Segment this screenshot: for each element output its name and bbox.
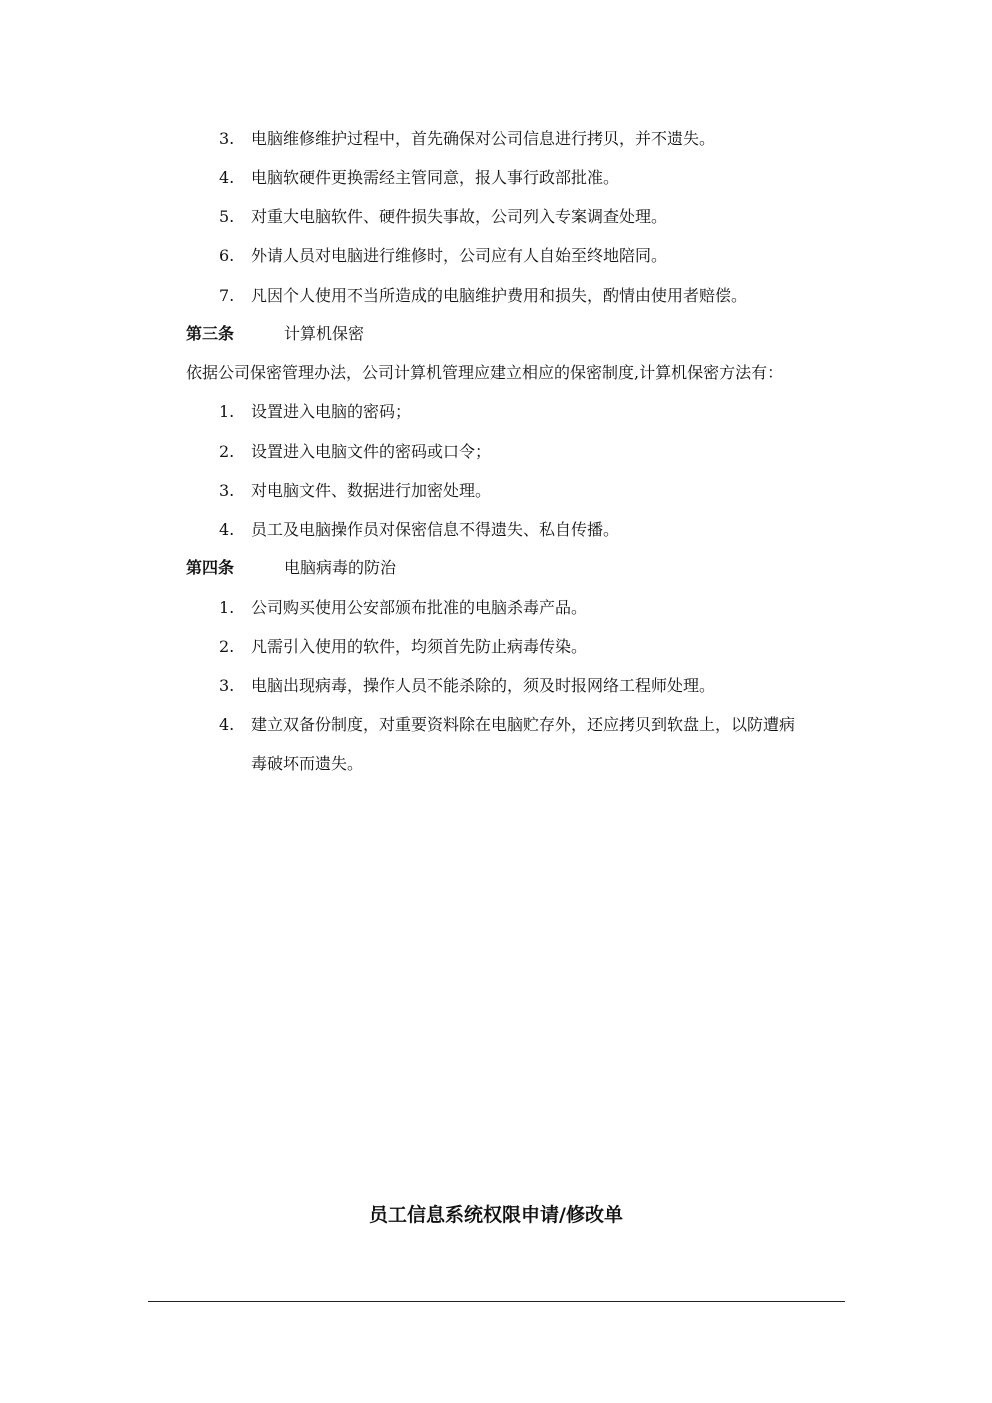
list-number: 2. [219,637,235,656]
list-text: 毒破坏而遗失。 [251,754,364,773]
list-text: 外请人员对电脑进行维修时，公司应有人自始至终地陪同。 [251,246,668,265]
list-number: 3. [219,129,235,148]
list-text: 凡需引入使用的软件，均须首先防止病毒传染。 [251,637,588,656]
article-title: 电脑病毒的防治 [284,558,397,577]
paragraph-text: 依据公司保密管理办法，公司计算机管理应建立相应的保密制度,计算机保密方法有： [186,363,784,382]
article-title: 计算机保密 [284,324,365,343]
article-label: 第四条 [186,558,235,577]
list-text: 对电脑文件、数据进行加密处理。 [251,481,492,500]
form-title: 员工信息系统权限申请/修改单 [369,1204,623,1226]
list-number: 2. [219,442,235,461]
list-text: 公司购买使用公安部颁布批准的电脑杀毒产品。 [251,598,588,617]
list-number: 4. [219,520,235,539]
list-text: 电脑维修维护过程中，首先确保对公司信息进行拷贝，并不遗失。 [251,129,716,148]
list-number: 6. [219,246,235,265]
list-text: 设置进入电脑的密码； [251,402,412,421]
horizontal-divider [148,1301,845,1302]
list-text: 对重大电脑软件、硬件损失事故，公司列入专案调查处理。 [251,207,668,226]
list-text: 凡因个人使用不当所造成的电脑维护费用和损失，酌情由使用者赔偿。 [251,286,748,305]
list-number: 5. [219,207,235,226]
list-text: 员工及电脑操作员对保密信息不得遗失、私自传播。 [251,520,620,539]
article-label: 第三条 [186,324,235,343]
list-number: 4. [219,168,235,187]
list-number: 3. [219,676,235,695]
list-number: 1. [219,402,235,421]
list-text: 建立双备份制度，对重要资料除在电脑贮存外，还应拷贝到软盘上，以防遭病 [251,715,796,734]
list-number: 3. [219,481,235,500]
list-number: 1. [219,598,235,617]
list-text: 电脑出现病毒，操作人员不能杀除的，须及时报网络工程师处理。 [251,676,716,695]
list-text: 电脑软硬件更换需经主管同意，报人事行政部批准。 [251,168,620,187]
list-number: 7. [219,286,235,305]
list-number: 4. [219,715,235,734]
list-text: 设置进入电脑文件的密码或口令； [251,442,492,461]
